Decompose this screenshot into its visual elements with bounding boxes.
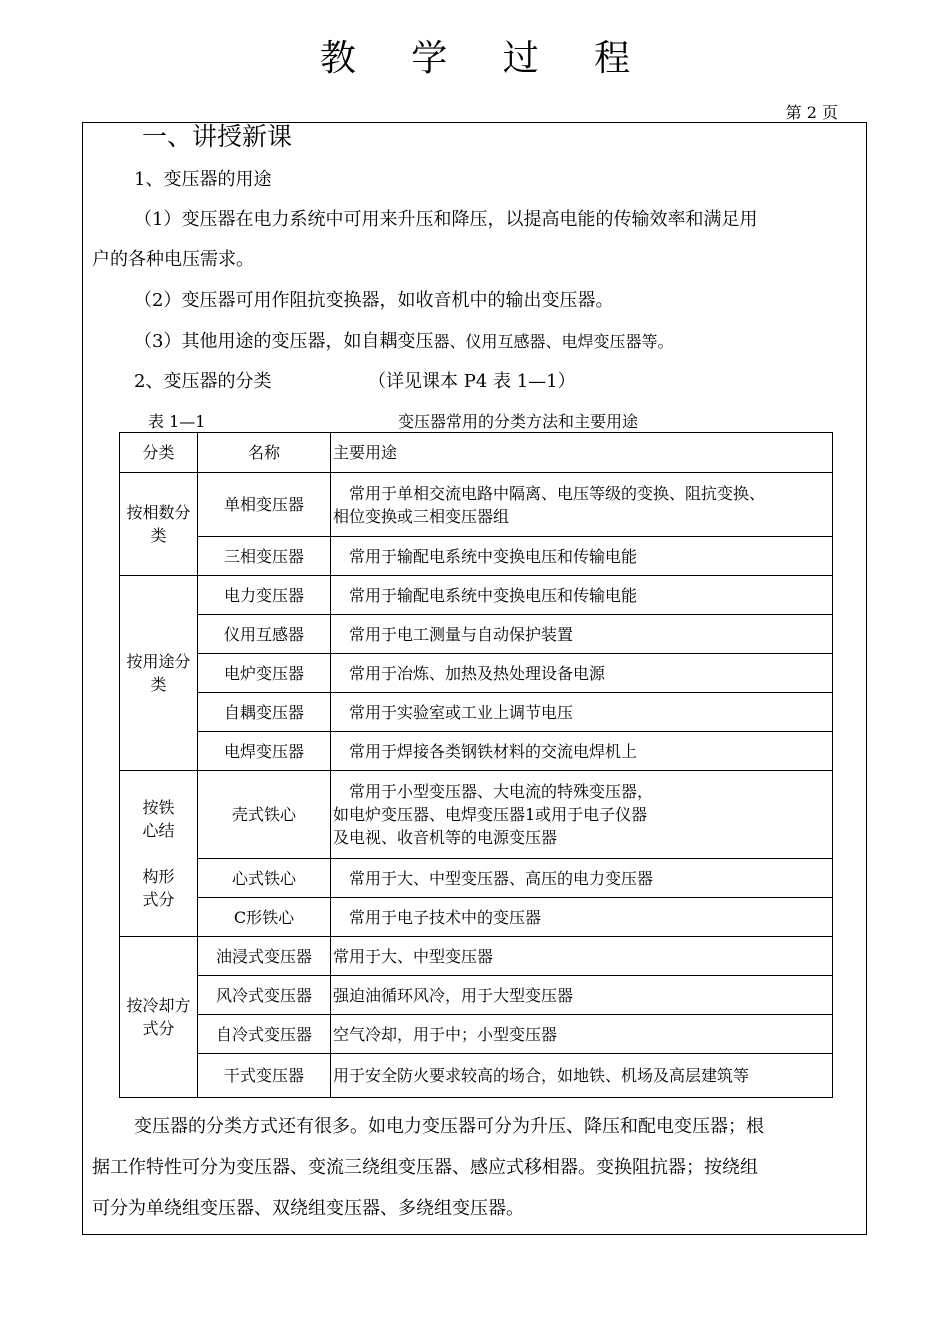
type-use: 常用于输配电系统中变换电压和传输电能 xyxy=(331,576,833,615)
subheading-classification: 2、变压器的分类 xyxy=(134,371,272,392)
type-name: 电炉变压器 xyxy=(198,654,331,693)
type-name: C形铁心 xyxy=(198,898,331,937)
table-row xyxy=(120,654,833,693)
table-row xyxy=(120,898,833,937)
paragraph-2: （2）变压器可用作阻抗变换器，如收音机中的输出变压器。 xyxy=(134,290,614,311)
classification-table xyxy=(119,432,833,1098)
type-name: 风冷式变压器 xyxy=(198,976,331,1015)
paragraph-1-line-2: 户的各种电压需求。 xyxy=(92,249,254,270)
type-use: 空气冷却，用于中；小型变压器 xyxy=(331,1015,833,1054)
type-name: 干式变压器 xyxy=(198,1054,331,1098)
paragraph-1-line-1: （1）变压器在电力系统中可用来升压和降压，以提高电能的传输效率和满足用 xyxy=(134,209,758,230)
closing-paragraph-line-3: 可分为单绕组变压器、双绕组变压器、多绕组变压器。 xyxy=(92,1198,524,1219)
type-name: 电焊变压器 xyxy=(198,732,331,771)
header-name: 名称 xyxy=(198,433,331,473)
type-name: 壳式铁心 xyxy=(198,771,331,859)
header-category: 分类 xyxy=(120,433,198,473)
type-use: 常用于小型变压器、大电流的特殊变压器， 如电炉变压器、电焊变压器1或用于电子仪器 及电视、收音机等的电源变压器 xyxy=(331,771,833,859)
table-row xyxy=(120,537,833,576)
type-use: 常用于单相交流电路中隔离、电压等级的变换、阻抗变换、 相位变换或三相变压器组 xyxy=(331,473,833,537)
table-row xyxy=(120,576,833,615)
type-use: 常用于电子技术中的变压器 xyxy=(331,898,833,937)
type-name: 心式铁心 xyxy=(198,859,331,898)
type-name: 电力变压器 xyxy=(198,576,331,615)
classification-note: （详见课本 P4 表 1—1） xyxy=(368,371,576,392)
type-name: 单相变压器 xyxy=(198,473,331,537)
table-row xyxy=(120,937,833,976)
category-core: 按铁 心结 构形 式分 xyxy=(120,771,198,937)
category-phase: 按相数分类 xyxy=(120,473,198,576)
table-row xyxy=(120,1015,833,1054)
type-name: 三相变压器 xyxy=(198,537,331,576)
table-header-row xyxy=(120,433,833,473)
closing-paragraph-line-2: 据工作特性可分为变压器、变流三绕组变压器、感应式移相器。变换阻抗器；按绕组 xyxy=(92,1157,758,1178)
type-use: 常用于焊接各类钢铁材料的交流电焊机上 xyxy=(331,732,833,771)
page-title: 教 学 过 程 xyxy=(319,38,653,79)
table-row xyxy=(120,473,833,537)
paragraph-3: （3）其他用途的变压器，如自耦变压器、仪用互感器、电焊变压器等。 xyxy=(134,331,674,352)
header-use: 主要用途 xyxy=(331,433,833,473)
type-use: 常用于冶炼、加热及热处理设备电源 xyxy=(331,654,833,693)
type-use: 常用于输配电系统中变换电压和传输电能 xyxy=(331,537,833,576)
subheading-uses: 1、变压器的用途 xyxy=(134,169,272,190)
category-purpose: 按用途分类 xyxy=(120,576,198,771)
table-row xyxy=(120,615,833,654)
type-use: 用于安全防火要求较高的场合，如地铁、机场及高层建筑等 xyxy=(331,1054,833,1098)
table-label: 表 1—1 xyxy=(148,412,206,431)
type-name: 自耦变压器 xyxy=(198,693,331,732)
table-row xyxy=(120,976,833,1015)
type-use: 常用于大、中型变压器 xyxy=(331,937,833,976)
table-row xyxy=(120,771,833,859)
table-row xyxy=(120,693,833,732)
type-name: 自冷式变压器 xyxy=(198,1015,331,1054)
type-use: 常用于电工测量与自动保护装置 xyxy=(331,615,833,654)
page-number: 第 2 页 xyxy=(785,103,838,122)
table-row xyxy=(120,732,833,771)
table-row xyxy=(120,859,833,898)
section-heading: 一、讲授新课 xyxy=(142,122,293,151)
type-use: 强迫油循环风冷，用于大型变压器 xyxy=(331,976,833,1015)
type-name: 油浸式变压器 xyxy=(198,937,331,976)
table-row xyxy=(120,1054,833,1098)
type-use: 常用于实验室或工业上调节电压 xyxy=(331,693,833,732)
type-name: 仪用互感器 xyxy=(198,615,331,654)
closing-paragraph-line-1: 变压器的分类方式还有很多。如电力变压器可分为升压、降压和配电变压器；根 xyxy=(134,1116,764,1137)
type-use: 常用于大、中型变压器、高压的电力变压器 xyxy=(331,859,833,898)
table-caption: 变压器常用的分类方法和主要用途 xyxy=(398,412,639,431)
category-cooling: 按冷却方式分 xyxy=(120,937,198,1098)
